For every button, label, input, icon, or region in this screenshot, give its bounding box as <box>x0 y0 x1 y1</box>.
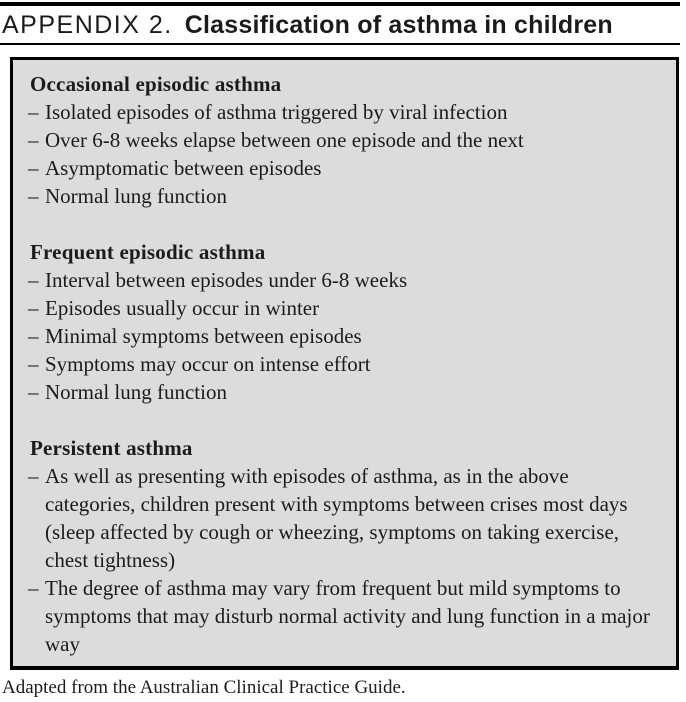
list-item <box>28 154 652 182</box>
list-item <box>28 378 652 406</box>
list-item <box>28 182 652 210</box>
dash-bullet: – <box>28 156 39 180</box>
appendix-label: APPENDIX 2. <box>2 11 173 39</box>
section-frequent-episodic-asthma <box>28 238 652 406</box>
dash-bullet: – <box>28 128 39 152</box>
dash-bullet: – <box>28 576 39 600</box>
header-rule <box>0 43 680 45</box>
section-persistent-asthma <box>28 434 652 658</box>
section-heading: Occasional episodic asthma <box>30 72 282 96</box>
dash-bullet: – <box>28 380 39 404</box>
list-item <box>28 322 652 350</box>
list-item-text: As well as presenting with episodes of asthma, as in the above categories, children present with symptoms between crises most days (sleep affected by cough or wheezing, symptoms on taking exercise, chest tightness) <box>45 464 628 572</box>
list-item-text: Symptoms may occur on intense effort <box>45 352 371 376</box>
section-heading: Frequent episodic asthma <box>30 240 266 264</box>
section-heading: Persistent asthma <box>30 436 193 460</box>
list-item-text: Normal lung function <box>45 184 227 208</box>
list-item <box>28 294 652 322</box>
list-item-text: Normal lung function <box>45 380 227 404</box>
list-item <box>28 266 652 294</box>
list-item <box>28 462 652 574</box>
list-item-text: Minimal symptoms between episodes <box>45 324 362 348</box>
section-occasional-episodic-asthma <box>28 70 652 210</box>
source-note: Adapted from the Australian Clinical Practice Guide. <box>2 677 406 698</box>
top-rule <box>0 2 680 6</box>
list-item <box>28 98 652 126</box>
page-title: Classification of asthma in children <box>184 11 613 39</box>
dash-bullet: – <box>28 268 39 292</box>
dash-bullet: – <box>28 184 39 208</box>
dash-bullet: – <box>28 296 39 320</box>
appendix-header <box>2 12 680 38</box>
list-item-text: Episodes usually occur in winter <box>45 296 320 320</box>
dash-bullet: – <box>28 100 39 124</box>
list-item-text: Isolated episodes of asthma triggered by viral infection <box>45 100 508 124</box>
dash-bullet: – <box>28 352 39 376</box>
list-item-text: The degree of asthma may vary from frequent but mild symptoms to symptoms that may disturb normal activity and lung function in a major way <box>45 576 650 656</box>
dash-bullet: – <box>28 464 39 488</box>
list-item <box>28 574 652 658</box>
list-item <box>28 126 652 154</box>
list-item <box>28 350 652 378</box>
classification-box <box>10 57 679 670</box>
list-item-text: Asymptomatic between episodes <box>45 156 322 180</box>
page <box>0 2 680 699</box>
dash-bullet: – <box>28 324 39 348</box>
list-item-text: Interval between episodes under 6-8 weeks <box>45 268 408 292</box>
list-item-text: Over 6-8 weeks elapse between one episode and the next <box>45 128 524 152</box>
